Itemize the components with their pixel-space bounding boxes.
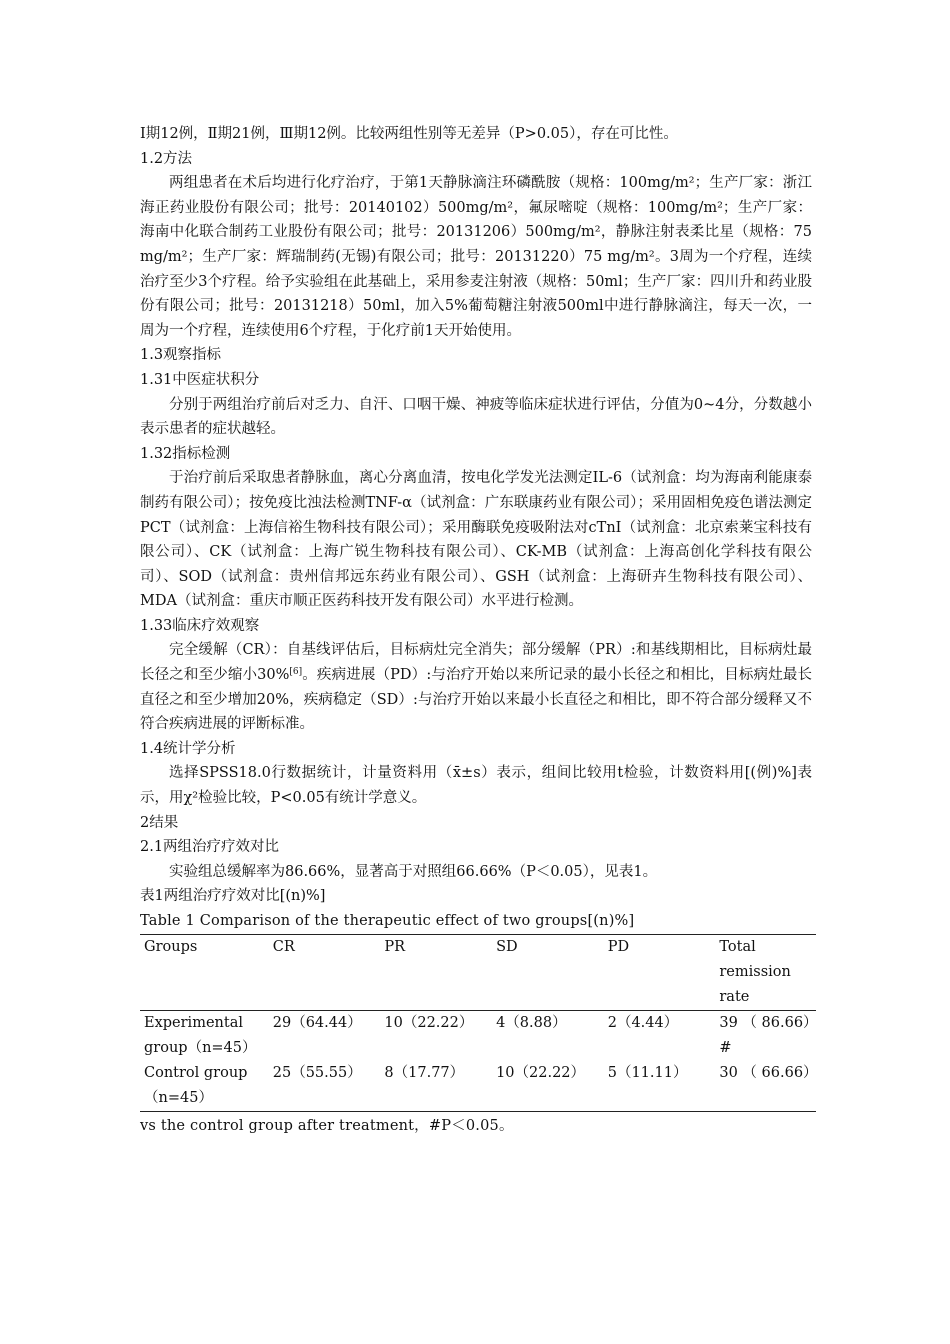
cell-group: Control group（n=45） xyxy=(144,1064,248,1106)
header-sd: SD xyxy=(496,938,518,955)
section-2-title: 2结果 xyxy=(140,814,179,831)
section-1-31-title: 1.31中医症状积分 xyxy=(140,371,260,388)
header-pr: PR xyxy=(384,938,406,955)
section-1-2-paragraph: 两组患者在术后均进行化疗治疗，于第1天静脉滴注环磷酰胺（规格：100mg/m²；生产厂家：浙江海正药业股份有限公司；批号：20140102）500mg/m²，氟尿嘧啶（规格：100mg/m²；生产厂家：海南中化联合制药工业股份有限公司；批号：20131206）500mg/m²，静脉注射表柔比星（规格：75 mg/m²；生产厂家：辉瑞制药(无锡)有限公司；批号：20131220）75 mg/m²。3周为一个疗程，连续治疗至少3个疗程。给予实验组在此基础上，采用参麦注射液（规格：50ml；生产厂家：四川升和药业股份有限公司；批号：20131218）50ml，加入5%葡萄糖注射液500ml中进行静脉滴注，每天一次，一周为一个疗程，连续使用6个疗程，于化疗前1天开始使用。 xyxy=(140,175,812,339)
section-2-1-paragraph: 实验组总缓解率为86.66%，显著高于对照组66.66%（P＜0.05），见表1。 xyxy=(169,863,658,880)
section-1-31-paragraph: 分别于两组治疗前后对乏力、自汗、口咽干燥、神疲等临床症状进行评估，分值为0~4分，分数越小表示患者的症状越轻。 xyxy=(140,396,812,438)
table-row xyxy=(140,1061,816,1112)
table-footnote: vs the control group after treatment，#P＜0.05。 xyxy=(140,1117,514,1134)
cell-pd: 2（4.44） xyxy=(607,1014,679,1031)
cell-pd: 5（11.11） xyxy=(607,1064,688,1081)
header-pd: PD xyxy=(607,938,630,955)
section-1-4-text-a: 选择SPSS18.0行数据统计，计量资料用（ xyxy=(169,765,453,782)
intro-line: Ⅰ期12例，Ⅱ期21例，Ⅲ期12例。比较两组性别等无差异（P>0.05），存在可比性。 xyxy=(140,126,678,142)
section-1-33-title: 1.33临床疗效观察 xyxy=(140,617,260,634)
section-1-2-title: 1.2方法 xyxy=(140,150,193,167)
cell-cr: 25（55.55） xyxy=(272,1064,362,1081)
table-caption-cn: 表1两组治疗疗效对比[(n)%] xyxy=(140,888,326,905)
section-1-33-paragraph xyxy=(140,638,812,736)
header-groups: Groups xyxy=(144,938,198,955)
citation-ref: [6] xyxy=(289,667,303,678)
section-1-32-title: 1.32指标检测 xyxy=(140,445,231,462)
mean-sd-symbol: x̄±s xyxy=(452,765,481,782)
cell-group: Experimental group（n=45） xyxy=(144,1014,257,1056)
table-row xyxy=(140,1010,816,1061)
section-1-32-paragraph: 于治疗前后采取患者静脉血，离心分离血清，按电化学发光法测定IL-6（试剂盒：均为海南利能康泰制药有限公司）；按免疫比浊法检测TNF-α（试剂盒：广东联康药业有限公司）；采用固相免疫色谱法测定PCT（试剂盒：上海信裕生物科技有限公司）；采用酶联免疫吸附法对cTnI（试剂盒：北京索莱宝科技有限公司）、CK（试剂盒：上海广锐生物科技有限公司）、CK-MB（试剂盒：上海高创化学科技有限公司）、SOD（试剂盒：贵州信邦远东药业有限公司）、GSH（试剂盒：上海研卉生物科技有限公司）、MDA（试剂盒：重庆市顺正医药科技开发有限公司）水平进行检测。 xyxy=(140,470,812,610)
table-caption-en: Table 1 Comparison of the therapeutic effect of two groups[(n)%] xyxy=(140,913,635,929)
header-total-remission: Total remission rate xyxy=(719,938,791,1005)
section-1-4-title: 1.4统计学分析 xyxy=(140,740,236,757)
section-1-4-text-b: ）表示，组间比较用t检验，计数资料用[(例)%]表示，用χ²检验比较，P<0.05有统计学意义。 xyxy=(140,765,812,807)
results-table xyxy=(140,934,816,1112)
section-1-33-text-b: 。疾病进展（PD）:与治疗开始以来所记录的最小长径之和相比，目标病灶最长直径之和至少增加20%，疾病稳定（SD）:与治疗开始以来最小长直径之和相比，即不符合部分缓释又不符合疾病进展的评断标准。 xyxy=(140,667,812,733)
document-page xyxy=(140,122,818,1139)
table-header-row xyxy=(140,934,816,1010)
header-cr: CR xyxy=(272,938,295,955)
section-2-1-title: 2.1两组治疗疗效对比 xyxy=(140,839,280,856)
section-1-3-title: 1.3观察指标 xyxy=(140,347,222,364)
cell-pr: 8（17.77） xyxy=(384,1064,465,1081)
cell-pr: 10（22.22） xyxy=(384,1014,474,1031)
cell-total: 39 （ 86.66）# xyxy=(719,1014,811,1056)
section-1-4-paragraph xyxy=(140,761,812,810)
cell-cr: 29（64.44） xyxy=(272,1014,362,1031)
cell-total: 30 （ 66.66） xyxy=(719,1064,818,1081)
cell-sd: 10（22.22） xyxy=(496,1064,586,1081)
section-1-33-text-a: 完全缓解（CR）：自基线评估后，目标病灶完全消失；部分缓解（PR）:和基线期相比，目标病灶最长径之和至少缩小30% xyxy=(140,642,812,684)
cell-sd: 4（8.88） xyxy=(496,1014,567,1031)
